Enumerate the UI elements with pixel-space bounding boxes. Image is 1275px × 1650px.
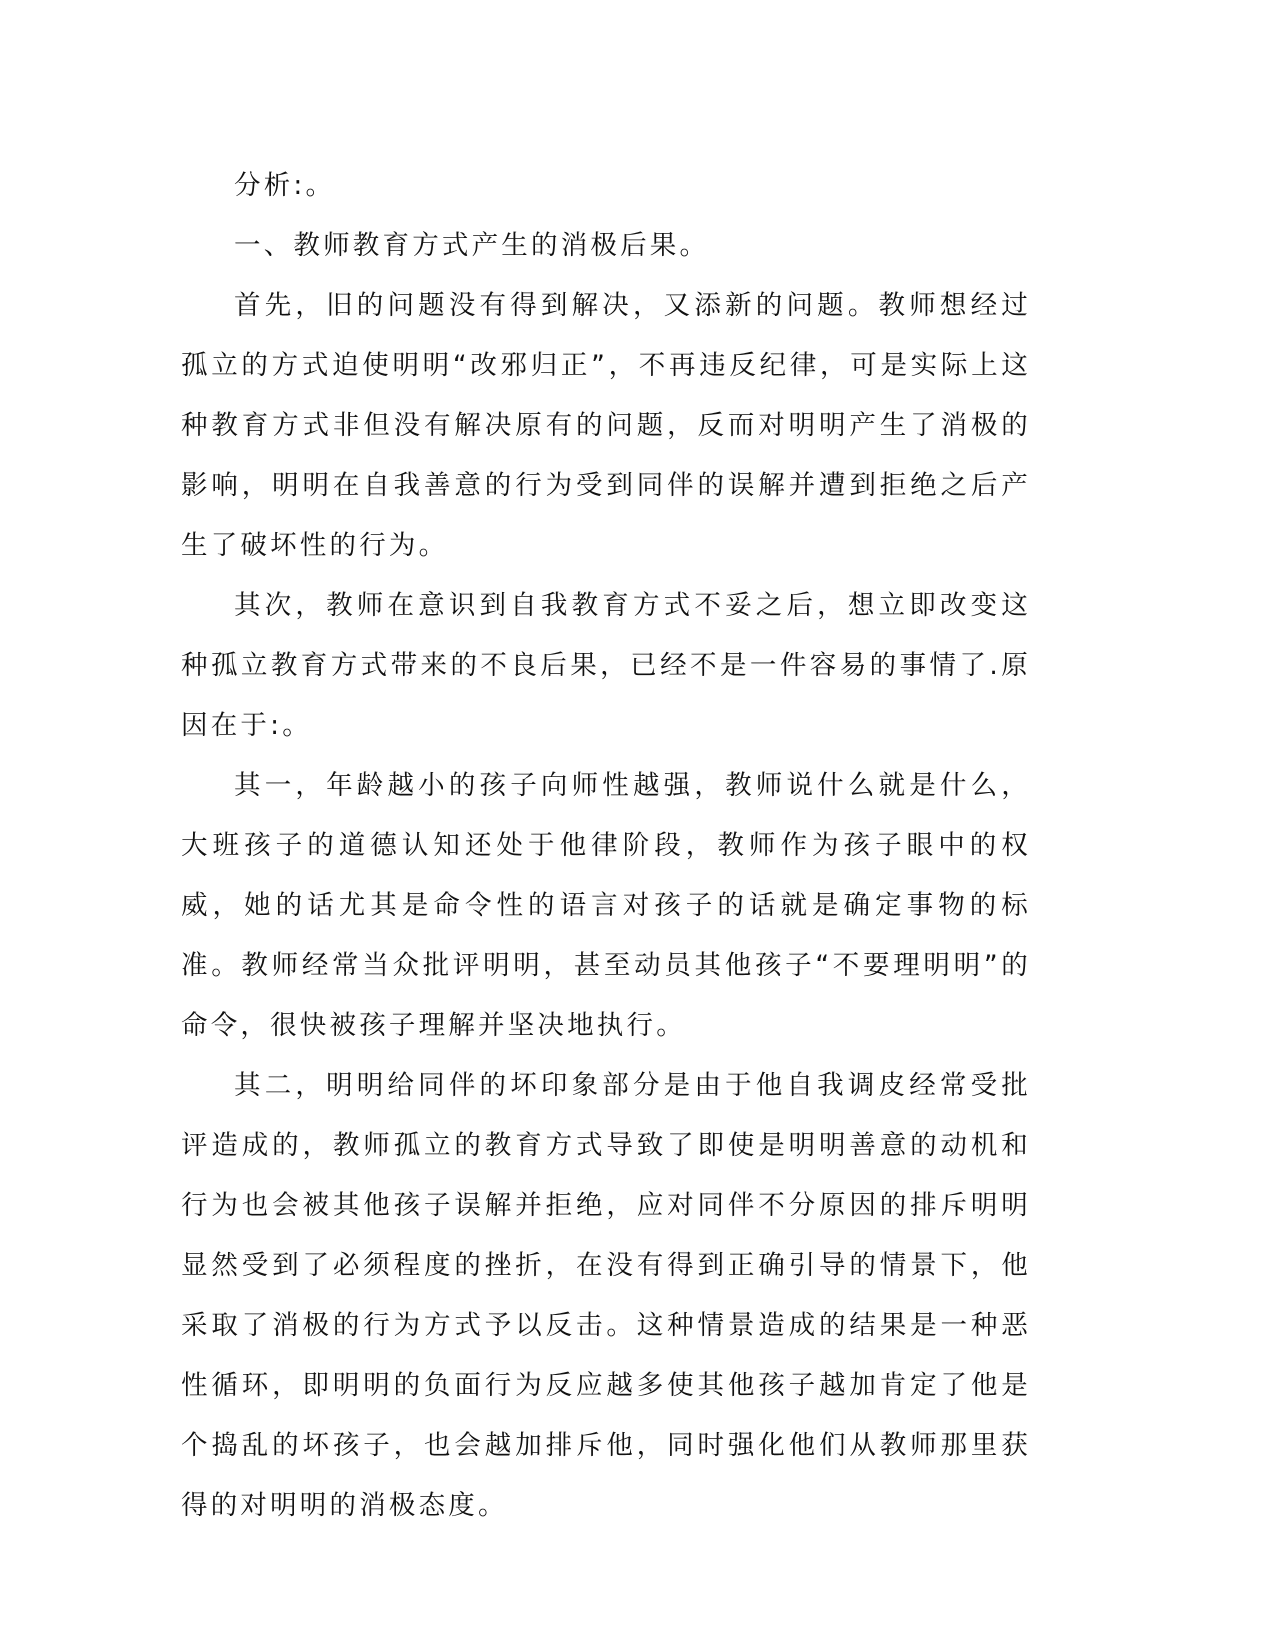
paragraph-section-heading: 一、教师教育方式产生的消极后果。 — [234, 230, 710, 261]
paragraph-second-point: 其次，教师在意识到自我教育方式不妥之后，想立即改变这种孤立教育方式带来的不良后果，已经不是一件容易的事情了.原因在于:。 — [181, 590, 1031, 741]
paragraph-first-point: 首先，旧的问题没有得到解决，又添新的问题。教师想经过孤立的方式迫使明明“改邪归正”，不再违反纪律，可是实际上这种教育方式非但没有解决原有的问题，反而对明明产生了消极的影响，明明在自我善意的行为受到同伴的误解并遭到拒绝之后产生了破坏性的行为。 — [181, 290, 1031, 561]
paragraph-analysis-heading: 分析:。 — [234, 170, 336, 201]
paragraph-reason-two: 其二，明明给同伴的坏印象部分是由于他自我调皮经常受批评造成的，教师孤立的教育方式导致了即使是明明善意的动机和行为也会被其他孩子误解并拒绝，应对同伴不分原因的排斥明明显然受到了必须程度的挫折，在没有得到正确引导的情景下，他采取了消极的行为方式予以反击。这种情景造成的结果是一种恶性循环，即明明的负面行为反应越多使其他孩子越加肯定了他是个捣乱的坏孩子，也会越加排斥他，同时强化他们从教师那里获得的对明明的消极态度。 — [181, 1070, 1031, 1521]
document-body — [181, 156, 1031, 1536]
paragraph-reason-one: 其一，年龄越小的孩子向师性越强，教师说什么就是什么，大班孩子的道德认知还处于他律阶段，教师作为孩子眼中的权威，她的话尤其是命令性的语言对孩子的话就是确定事物的标准。教师经常当众批评明明，甚至动员其他孩子“不要理明明”的命令，很快被孩子理解并坚决地执行。 — [181, 770, 1031, 1041]
